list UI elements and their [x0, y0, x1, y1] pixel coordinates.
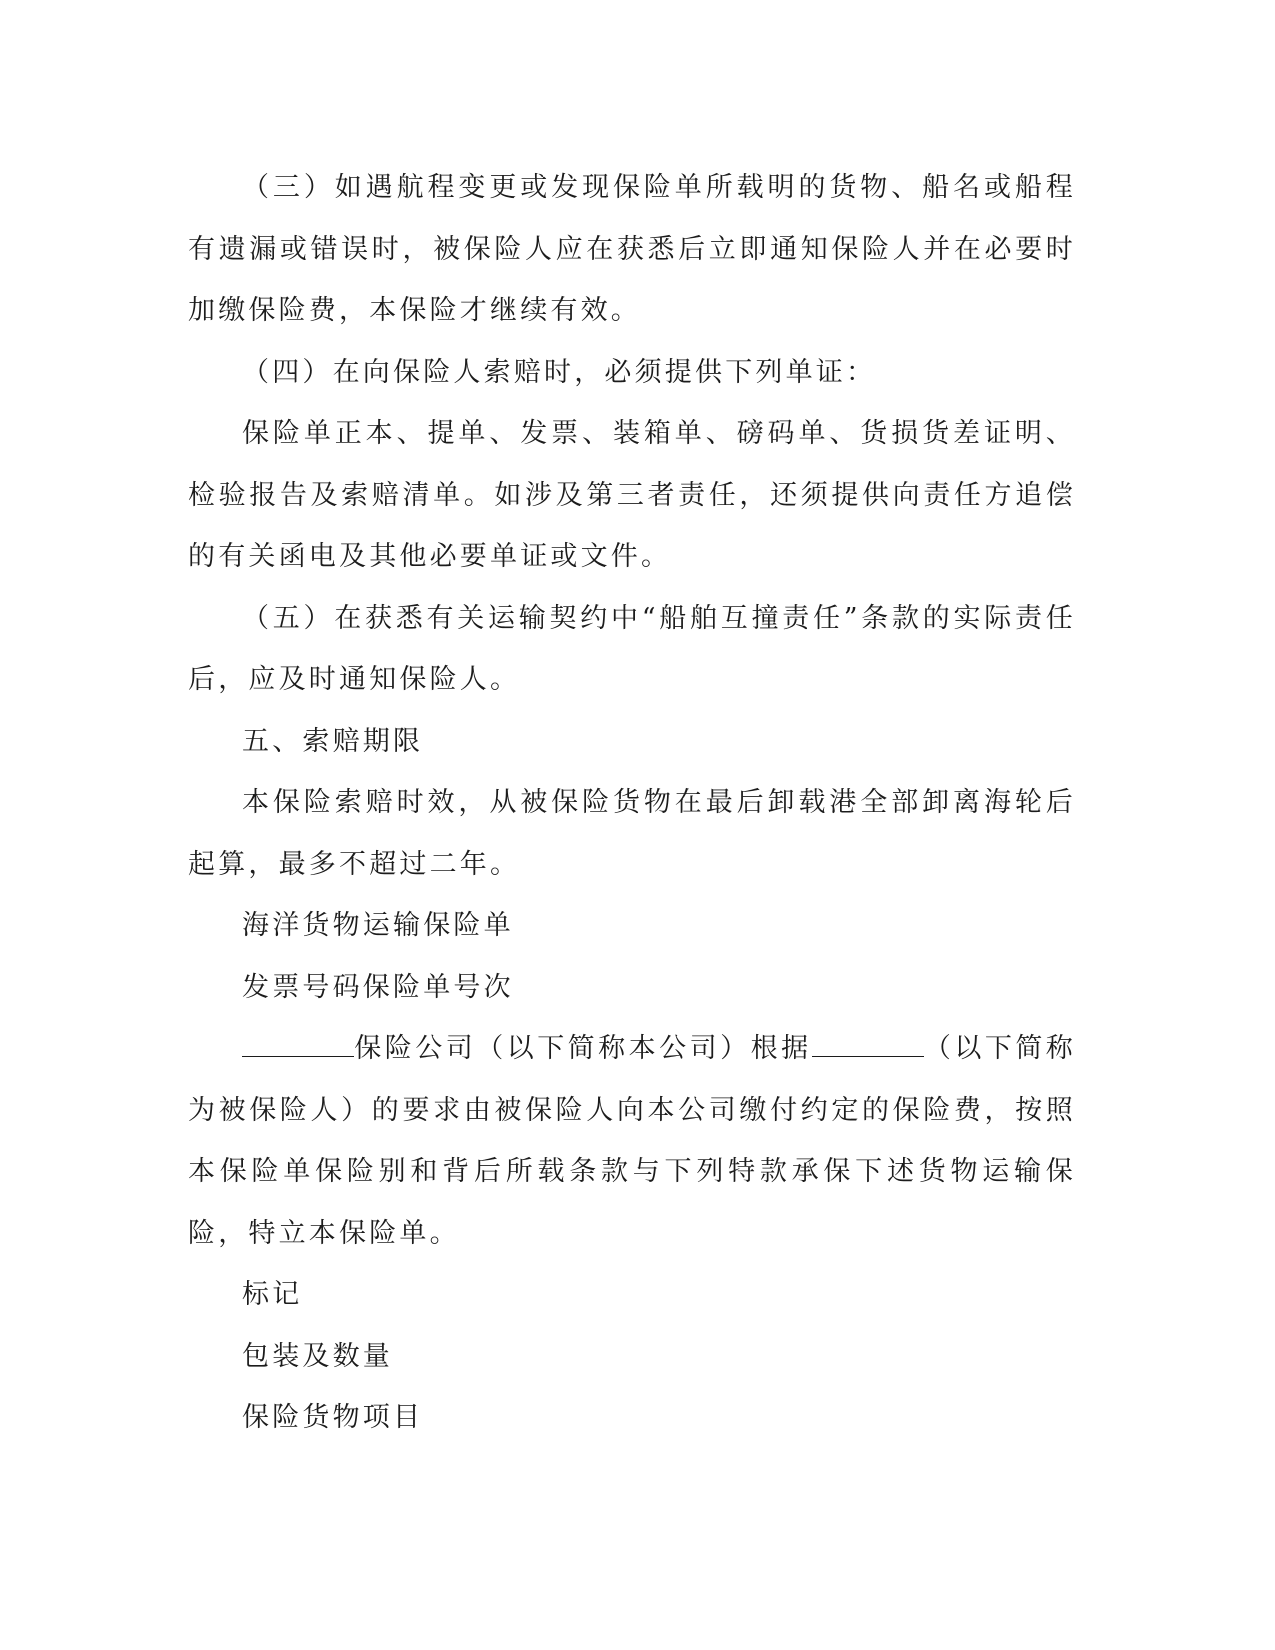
policy-statement-part-b: （以下简称为被保险人）的要求由被保险人向本公司缴付约定的保险费，按照本保险单保险别和背后所载条款与下列特款承保下述货物运输保险，特立本保险单。 [188, 1033, 1077, 1249]
policy-title: 海洋货物运输保险单 [242, 910, 514, 941]
field-label-insured-goods: 保险货物项目 [242, 1402, 424, 1433]
paragraph-claim-documents-intro: （四）在向保险人索赔时，必须提供下列单证： [242, 356, 877, 388]
paragraph-collision-clause: （五）在获悉有关运输契约中“船舶互撞责任”条款的实际责任后，应及时通知保险人。 [188, 602, 1076, 695]
paragraph-claim-period: 本保险索赔时效，从被保险货物在最后卸载港全部卸离海轮后起算，最多不超过二年。 [188, 787, 1076, 880]
field-label-packing-quantity: 包装及数量 [242, 1340, 393, 1372]
field-label-marks: 标记 [242, 1279, 303, 1310]
paragraph-claim-documents-list: 保险单正本、提单、发票、装箱单、磅码单、货损货差证明、检验报告及索赔清单。如涉及第三者责任，还须提供向责任方追偿的有关函电及其他必要单证或文件。 [188, 418, 1076, 572]
paragraph-route-change: （三）如遇航程变更或发现保险单所载明的货物、船名或船程有遗漏或错误时，被保险人应在获悉后立即通知保险人并在必要时加缴保险费，本保险才继续有效。 [188, 172, 1076, 326]
insured-blank-line [812, 1034, 924, 1057]
policy-statement-part-a: 保险公司（以下简称本公司）根据 [354, 1033, 812, 1064]
section-heading-claim-period: 五、索赔期限 [242, 725, 424, 757]
insurer-blank-line [242, 1034, 354, 1057]
invoice-policy-number-label: 发票号码保险单号次 [242, 971, 514, 1003]
paragraph-policy-statement [188, 1018, 1076, 1264]
document-body [188, 157, 1076, 1449]
